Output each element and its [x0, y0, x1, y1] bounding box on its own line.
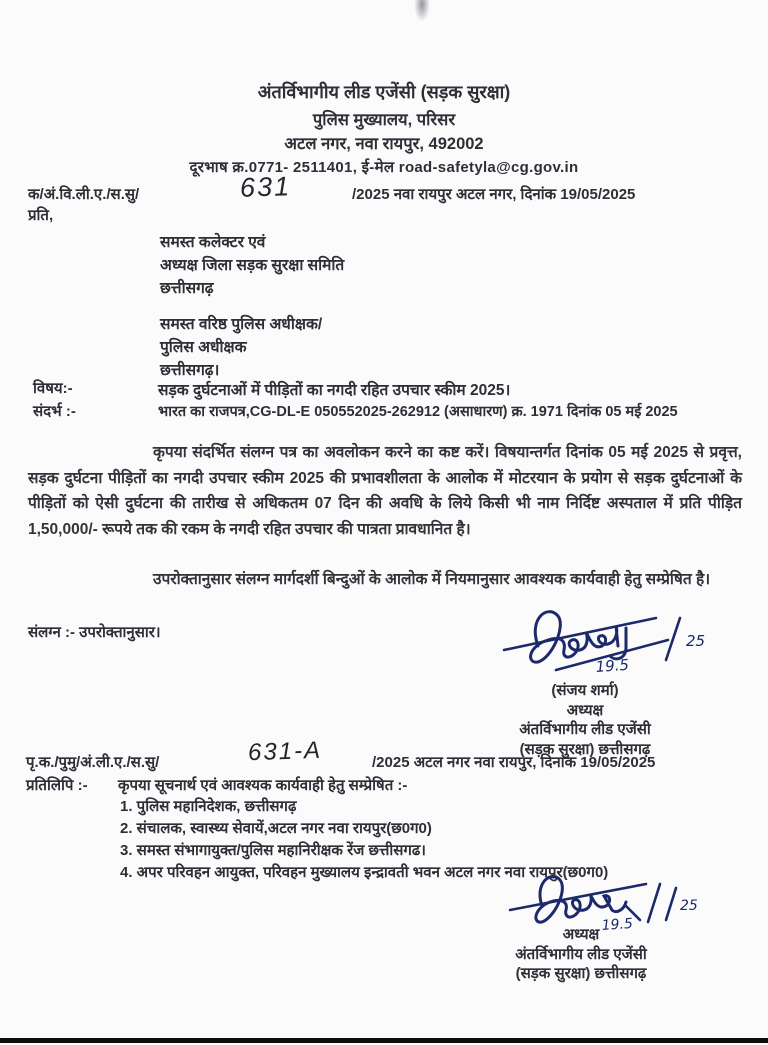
addressee-line: समस्त वरिष्ठ पुलिस अधीक्षक/ [160, 316, 323, 333]
signatory-title: अध्यक्ष [562, 926, 600, 943]
scan-smudge-mark [414, 0, 430, 22]
signatory-org-2: (सड़क सुरक्षा) छत्तीसगढ़ [519, 740, 651, 758]
letterhead-org-name: अंतर्विभागीय लीड एजेंसी (सड़क सुरक्षा) [257, 82, 511, 102]
dispatch-ref-prefix: क/अं.वि.ली.ए./स.सु/ [28, 186, 140, 203]
signatory-name: (संजय शर्मा) [551, 682, 619, 699]
dispatch-ref-suffix: /2025 नवा रायपुर अटल नगर, दिनांक 19/05/2025 [352, 186, 636, 203]
signature2-date-note: 19.5 [601, 915, 634, 934]
addressee-line: छत्तीसगढ़ [160, 280, 214, 297]
handwritten-endorsement-number: 631-A [247, 736, 323, 767]
body-paragraph-1: कृपया संदर्भित संलग्न पत्र का अवलोकन करने का कष्ट करें। विषयान्तर्गत दिनांक 05 मई 2025 से प्रवृत्त, सड़क दुर्घटना पीड़ितों का नगदी उपचार स्कीम 2025 की प्रभावशीलता के आलोक में मोटरयान के प्रयोग से सड़क दुर्घटनाओं के पीड़ितों को ऐसी दुर्घटना की तारीख से अधिकतम 07 दिन की अवधि के लिये किसी भी नाम निर्दिष्ट अस्पताल में प्रति पीड़ित 1,50,000/- रूपये तक की रकम के नगदी रहित उपचार की पात्रता प्रावधानित है। [28, 444, 742, 538]
signature1-date-note: 19.5 [595, 655, 630, 676]
handwritten-dispatch-number: 631 [239, 171, 292, 203]
reference-label: संदर्भ :- [33, 403, 76, 420]
signature2-year-note: 25 [680, 898, 698, 914]
copy-to-text: कृपया सूचनार्थ एवं आवश्यक कार्यवाही हेतु सम्प्रेषित :- [118, 777, 408, 794]
subject-text: सड़क दुर्घटनाओं में पीड़ितों का नगदी रहित उपचार स्कीम 2025। [158, 382, 511, 399]
signatory-title: अध्यक्ष [566, 701, 604, 719]
letterhead-office: पुलिस मुख्यालय, परिसर [312, 111, 456, 129]
signatory-block-1 [440, 681, 730, 759]
copy-recipient-item: 3. समस्त संभागायुक्त/पुलिस महानिरीक्षक रेंज छत्तीसगढ। [120, 842, 426, 859]
signatory-org-2: (सड़क सुरक्षा) छत्तीसगढ़ [515, 965, 647, 982]
letterhead-address: अटल नगर, नवा रायपुर, 492002 [284, 135, 484, 153]
signatory-block-2 [436, 925, 726, 984]
signatory-org: अंतर्विभागीय लीड एजेंसी [519, 721, 651, 738]
addressee-block [160, 231, 344, 382]
signatory-org: अंतर्विभागीय लीड एजेंसी [515, 945, 647, 963]
body-paragraph-2: उपरोक्तानुसार संलग्न मार्गदर्शी बिन्दुओं के आलोक में नियमानुसार आवश्यक कार्यवाही हेतु सम्प्रेषित है। [153, 571, 711, 588]
letterhead-contact: दूरभाष क्र.0771- 2511401, ई-मेल road-safetyla@cg.gov.in [189, 159, 579, 176]
enclosure-note: संलग्न :- उपरोक्तानुसार। [28, 624, 161, 641]
copy-recipient-item: 2. संचालक, स्वास्थ्य सेवायें,अटल नगर नवा रायपुर(छ0ग0) [120, 820, 432, 837]
addressee-line: पुलिस अधीक्षक [160, 339, 247, 356]
signature1-year-note: 25 [686, 632, 706, 650]
copy-recipient-item: 4. अपर परिवहन आयुक्त, परिवहन मुख्यालय इन्द्रावती भवन अटल नगर नवा रायपुर(छ0ग0) [120, 864, 609, 881]
addressee-line: अध्यक्ष जिला सड़क सुरक्षा समिति [160, 257, 345, 274]
addressee-line: छत्तीसगढ़। [160, 362, 220, 379]
salutation: प्रति, [28, 207, 54, 224]
copy-to-label: प्रतिलिपि :- [26, 777, 88, 794]
subject-label: विषय:- [33, 380, 73, 397]
addressee-line: समस्त कलेक्टर एवं [160, 234, 266, 251]
copy-recipient-item: 1. पुलिस महानिदेशक, छत्तीसगढ़ [120, 798, 297, 815]
addressee-gap [160, 300, 344, 313]
reference-text: भारत का राजपत्र,CG-DL-E 050552025-262912 (असाधारण) क्र. 1971 दिनांक 05 मई 2025 [158, 404, 678, 420]
scan-edge-line [0, 1038, 768, 1043]
endorsement-ref-suffix: /2025 अटल नगर नवा रायपुर, दिनांक 19/05/2025 [372, 754, 656, 771]
signature-ink-1 [498, 598, 726, 682]
endorsement-ref-prefix: पृ.क./पुमु/अं.ली.ए./स.सु/ [26, 754, 160, 771]
